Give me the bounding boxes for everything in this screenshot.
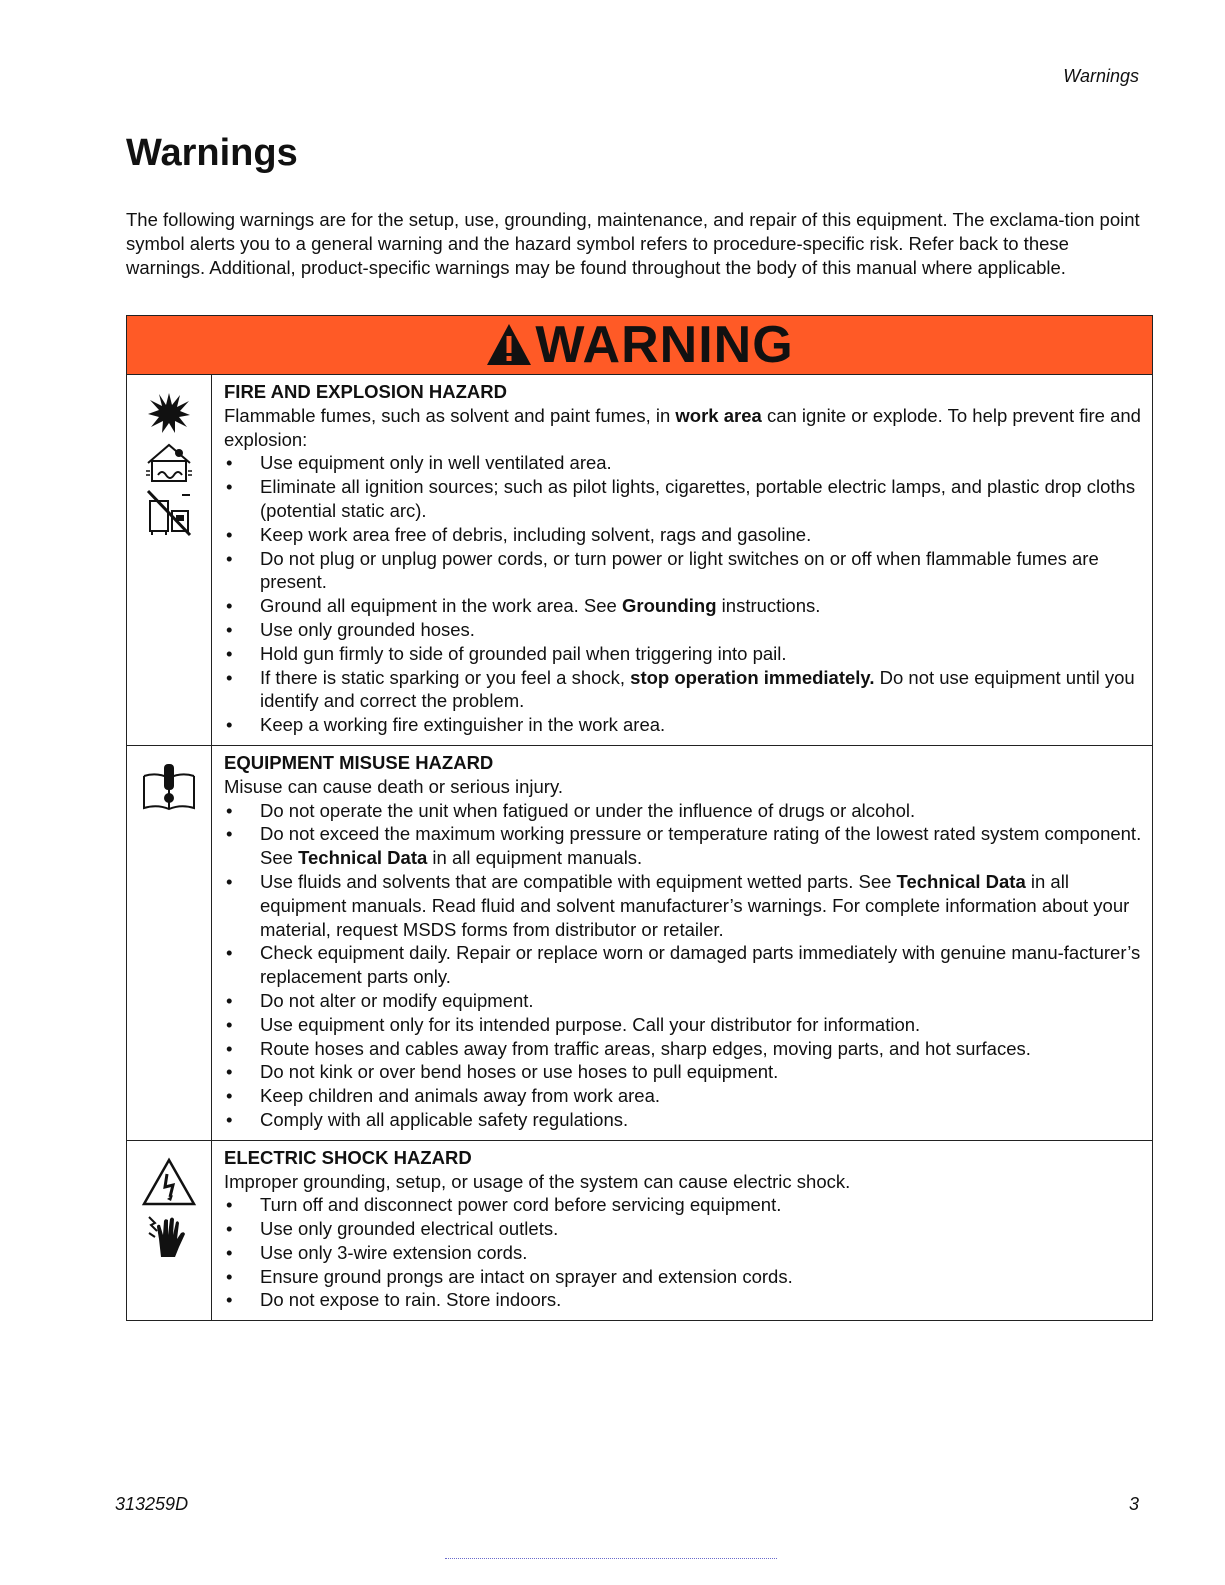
list-item: • Keep a working fire extinguisher in the work area.	[224, 713, 1142, 737]
fire-hazard-title: FIRE AND EXPLOSION HAZARD	[224, 381, 507, 402]
shock-hazard-row	[127, 1141, 1152, 1321]
fire-hazard-text	[212, 375, 1152, 745]
list-item: • Eliminate all ignition sources; such as pilot lights, cigarettes, portable electric lamps, and plastic drop cloths (potential static arc).	[224, 475, 1142, 523]
list-item: • Do not plug or unplug power cords, or turn power or light switches on or off when flammable fumes are present.	[224, 547, 1142, 595]
list-item: • Check equipment daily. Repair or replace worn or damaged parts immediately with genuine manu-facturer’s replacement parts only.	[224, 941, 1142, 989]
list-item: • Use equipment only in well ventilated area.	[224, 451, 1142, 475]
list-item: • Do not operate the unit when fatigued or under the influence of drugs or alcohol.	[224, 799, 1142, 823]
intro-paragraph: The following warnings are for the setup, use, grounding, maintenance, and repair of this equipment. The exclama-tion point symbol alerts you to a general warning and the hazard symbol refers to procedure-specific risk. Refer back to these warnings. Additional, product-specific warnings may be found throughout the body of this manual where applicable.	[126, 209, 1140, 278]
list-item: • Do not alter or modify equipment.	[224, 989, 1142, 1013]
list-item: • Do not exceed the maximum working pressure or temperature rating of the lowest rated system component. See Technical Data in all equipment manuals.	[224, 822, 1142, 870]
list-item: • Use equipment only for its intended purpose. Call your distributor for information.	[224, 1013, 1142, 1037]
no-sparks-icon	[144, 489, 194, 537]
fire-hazard-row	[127, 375, 1152, 746]
list-item: • Route hoses and cables away from traffic areas, sharp edges, moving parts, and hot surfaces.	[224, 1037, 1142, 1061]
fire-hazard-list	[224, 451, 1142, 737]
shock-hazard-title: ELECTRIC SHOCK HAZARD	[224, 1146, 472, 1168]
shock-hazard-text	[212, 1141, 1152, 1321]
list-item: • Use fluids and solvents that are compatible with equipment wetted parts. See Technical Data in all equipment manuals. Read fluid and solvent manufacturer’s warnings. For complete information about your material, request MSDS forms from distributor or retailer.	[224, 870, 1142, 941]
running-header: Warnings	[1063, 66, 1139, 86]
warning-banner-label: WARNING	[535, 316, 794, 374]
document-number: 313259D	[115, 1494, 189, 1514]
fire-hazard-intro: Flammable fumes, such as solvent and paint fumes, in work area can ignite or explode. To help prevent fire and explosion:	[224, 404, 1141, 450]
list-item: • Hold gun firmly to side of grounded pail when triggering into pail.	[224, 642, 1142, 666]
shock-hazard-intro: Improper grounding, setup, or usage of the system can cause electric shock.	[224, 1170, 851, 1192]
shock-hazard-icons	[127, 1141, 212, 1321]
shock-hazard-list	[224, 1193, 1142, 1312]
explosion-icon	[147, 391, 191, 435]
misuse-hazard-intro: Misuse can cause death or serious injury.	[224, 775, 563, 797]
page-title: Warnings	[126, 132, 298, 174]
list-item: • Use only 3-wire extension cords.	[224, 1241, 1142, 1265]
shock-hand-icon	[147, 1213, 191, 1259]
list-item: • Ground all equipment in the work area. See Grounding instructions.	[224, 594, 1142, 618]
fire-hazard-icons	[127, 375, 212, 745]
misuse-hazard-text	[212, 746, 1152, 1140]
list-item: • Keep children and animals away from work area.	[224, 1084, 1142, 1108]
fumes-house-icon	[144, 441, 194, 483]
misuse-hazard-title: EQUIPMENT MISUSE HAZARD	[224, 751, 494, 773]
page-number: 3	[1128, 1494, 1139, 1514]
misuse-hazard-row	[127, 746, 1152, 1141]
misuse-hazard-list	[224, 799, 1142, 1132]
exclamation-triangle-icon	[485, 321, 533, 367]
list-item: • Ensure ground prongs are intact on sprayer and extension cords.	[224, 1265, 1142, 1289]
warning-banner	[127, 316, 1152, 375]
bottom-divider	[445, 1558, 777, 1559]
list-item: • Use only grounded hoses.	[224, 618, 1142, 642]
list-item: • If there is static sparking or you feel a shock, stop operation immediately. Do not use equipment until you identify and correct the problem.	[224, 666, 1142, 714]
list-item: • Use only grounded electrical outlets.	[224, 1217, 1142, 1241]
list-item: • Comply with all applicable safety regulations.	[224, 1108, 1142, 1132]
list-item: • Keep work area free of debris, including solvent, rags and gasoline.	[224, 523, 1142, 547]
misuse-hazard-icons	[127, 746, 212, 1140]
list-item: • Do not kink or over bend hoses or use hoses to pull equipment.	[224, 1060, 1142, 1084]
electric-hazard-icon	[141, 1157, 197, 1207]
manual-exclamation-icon	[141, 762, 197, 814]
warning-table	[126, 315, 1153, 1321]
list-item: • Do not expose to rain. Store indoors.	[224, 1288, 1142, 1312]
list-item: • Turn off and disconnect power cord before servicing equipment.	[224, 1193, 1142, 1217]
